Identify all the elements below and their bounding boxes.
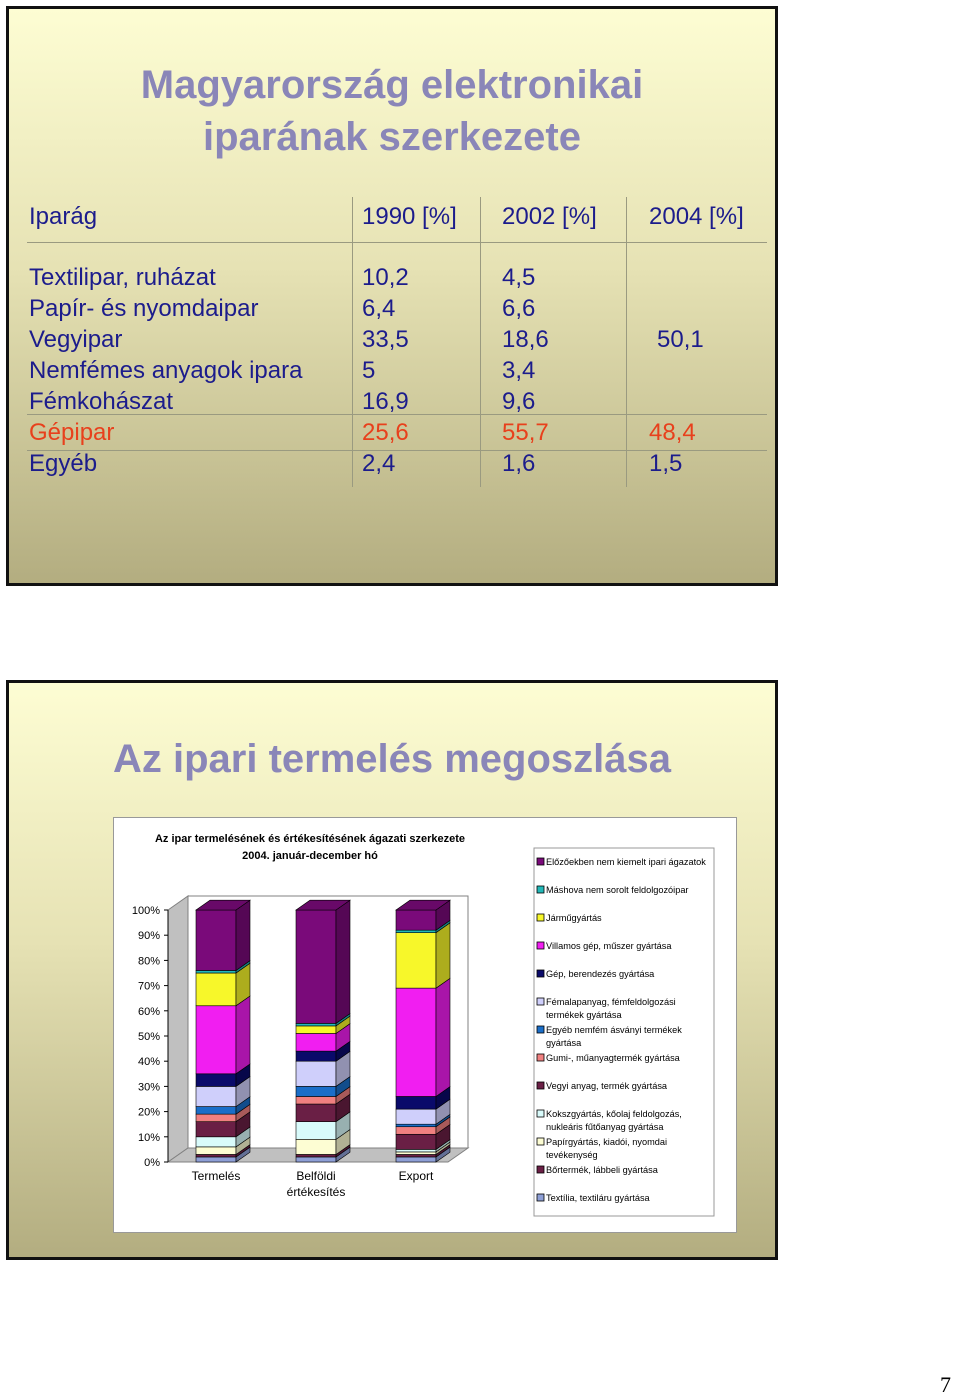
stacked-bar-chart <box>113 817 737 1233</box>
table-cell-v2002: 3,4 <box>502 357 536 384</box>
bar-segment <box>196 973 236 1006</box>
bar-segment <box>196 970 236 973</box>
bar-segment <box>196 1147 236 1155</box>
bar-segment <box>196 1006 236 1074</box>
table-cell-name: Textilipar, ruházat <box>29 264 216 291</box>
y-tick-label: 80% <box>137 955 160 968</box>
slide-electronics-structure <box>6 6 778 586</box>
table-cell-v1990: 25,6 <box>362 419 409 446</box>
bar-segment <box>296 1104 336 1122</box>
bar-segment <box>296 1033 336 1051</box>
legend-swatch <box>537 1026 544 1033</box>
legend-swatch <box>537 1138 544 1145</box>
bar-segment <box>396 1152 436 1155</box>
column-divider-1 <box>352 197 353 487</box>
legend-label: Egyéb nemfém ásványi termékek <box>546 1025 682 1035</box>
table-cell-v2002: 6,6 <box>502 295 536 322</box>
category-label: Belföldi <box>296 1169 336 1183</box>
table-cell-name: Gépipar <box>29 419 115 446</box>
legend-swatch <box>537 1082 544 1089</box>
bar-segment <box>196 1154 236 1157</box>
legend-label: Máshova nem sorolt feldolgozóipar <box>546 885 689 895</box>
header-iparag: Iparág <box>29 203 98 230</box>
y-tick-label: 60% <box>137 1005 160 1018</box>
bar-segment <box>296 910 336 1023</box>
legend-swatch <box>537 1194 544 1201</box>
legend-label: Fémalapanyag, fémfeldolgozási <box>546 997 676 1007</box>
table-cell-v1990: 2,4 <box>362 450 396 477</box>
chart-title-line1: Az ipar termelésének és értékesítésének ágazati szerkezete <box>154 833 466 845</box>
bar-segment <box>396 1149 436 1152</box>
bar-segment <box>396 1124 436 1127</box>
table-cell-v2002: 9,6 <box>502 388 536 415</box>
bar-segment <box>396 933 436 988</box>
bar-segment <box>196 910 236 970</box>
slide1-title-line2: iparának szerkezete <box>202 115 581 159</box>
legend-swatch <box>537 998 544 1005</box>
table-cell-name: Nemfémes anyagok ipara <box>29 357 303 384</box>
legend-label: Textília, textiláru gyártása <box>546 1193 650 1203</box>
legend-label: Villamos gép, műszer gyártása <box>546 941 672 951</box>
y-tick-label: 20% <box>137 1106 160 1119</box>
header-2002: 2002 [%] <box>502 203 597 230</box>
bar-segment <box>196 1074 236 1087</box>
table-cell-v1990: 6,4 <box>362 295 396 322</box>
bar-segment <box>396 1127 436 1135</box>
y-tick-label: 10% <box>137 1131 160 1144</box>
page-number: 7 <box>940 1372 951 1397</box>
table-cell-v1990: 5 <box>362 357 376 384</box>
table-cell-v2002: 18,6 <box>502 326 549 353</box>
y-tick-label: 40% <box>137 1056 160 1069</box>
slide-production-distribution <box>6 680 778 1260</box>
legend-label: termékek gyártása <box>546 1010 622 1020</box>
legend-swatch <box>537 858 544 865</box>
bar-segment <box>396 1109 436 1124</box>
bar-segment <box>396 910 436 930</box>
y-tick-label: 70% <box>137 980 160 993</box>
table-cell-v2002: 55,7 <box>502 419 549 446</box>
bar-segment <box>296 1096 336 1104</box>
table-cell-v1990: 10,2 <box>362 264 409 291</box>
bar-segment <box>196 1157 236 1162</box>
bar-segment <box>196 1107 236 1115</box>
bar-segment-side <box>236 900 250 970</box>
table-cell-v1990: 33,5 <box>362 326 409 353</box>
legend-swatch <box>537 1054 544 1061</box>
header-1990: 1990 [%] <box>362 203 457 230</box>
y-tick-label: 100% <box>131 905 160 917</box>
legend-label: Gumi-, műanyagtermék gyártása <box>546 1053 680 1063</box>
bar-segment <box>296 1051 336 1061</box>
y-tick-label: 50% <box>137 1031 160 1043</box>
header-2004: 2004 [%] <box>649 203 744 230</box>
table-cell-v2002: 4,5 <box>502 264 536 291</box>
legend-label: Papírgyártás, kiadói, nyomdai <box>546 1137 668 1147</box>
table-cell-v2004: 50,1 <box>657 326 704 353</box>
legend-label: tevékenység <box>546 1150 598 1160</box>
bar-segment-side <box>436 978 450 1096</box>
legend-label: Vegyi anyag, termék gyártása <box>546 1081 668 1091</box>
table-cell-v2004: 1,5 <box>649 450 683 477</box>
table-cell-name: Papír- és nyomdaipar <box>29 295 259 322</box>
bar-segment <box>196 1086 236 1106</box>
bar-segment <box>396 930 436 933</box>
bar-segment <box>296 1157 336 1162</box>
legend-label: nukleáris fűtőanyag gyártása <box>546 1122 664 1132</box>
table-cell-v2002: 1,6 <box>502 450 536 477</box>
chart-title-line2: 2004. január-december hó <box>242 850 378 862</box>
table-cell-name: Vegyipar <box>29 326 123 353</box>
legend-label: Bőrtermék, lábbeli gyártása <box>546 1165 658 1175</box>
bar-segment <box>396 1157 436 1162</box>
legend-swatch <box>537 942 544 949</box>
table-cell-name: Fémkohászat <box>29 388 174 415</box>
legend-label: Gép, berendezés gyártása <box>546 969 655 979</box>
slide1-title-line1: Magyarország elektronikai <box>140 63 644 107</box>
legend-label: gyártása <box>546 1038 582 1048</box>
column-divider-2 <box>480 197 481 487</box>
column-divider-3 <box>626 197 627 487</box>
y-tick-label: 0% <box>144 1157 160 1169</box>
table-cell-name: Egyéb <box>29 450 98 477</box>
chart-side-wall <box>168 896 188 1162</box>
bar-segment <box>196 1137 236 1147</box>
bar-segment <box>396 1154 436 1157</box>
category-label: értékesítés <box>286 1185 346 1199</box>
legend-label: Járműgyártás <box>546 913 602 923</box>
table-cell-v2004: 48,4 <box>649 419 696 446</box>
bar-segment <box>296 1122 336 1140</box>
legend-swatch <box>537 914 544 921</box>
bar-segment-side <box>436 923 450 988</box>
bar-segment <box>396 1134 436 1149</box>
bar-segment <box>296 1086 336 1096</box>
bar-segment <box>196 1122 236 1137</box>
legend-swatch <box>537 886 544 893</box>
table-cell-v1990: 16,9 <box>362 388 409 415</box>
legend-label: Előzőekben nem kiemelt ipari ágazatok <box>546 857 706 867</box>
category-label: Export <box>398 1169 434 1183</box>
bar-segment <box>196 1114 236 1122</box>
bar-segment <box>396 988 436 1096</box>
y-tick-label: 30% <box>137 1081 160 1094</box>
header-rule <box>27 242 767 243</box>
legend-label: Kokszgyártás, kőolaj feldolgozás, <box>546 1109 682 1119</box>
legend-swatch <box>537 1110 544 1117</box>
y-tick-label: 90% <box>137 930 160 943</box>
chart-canvas <box>114 818 736 1232</box>
category-label: Termelés <box>191 1169 241 1183</box>
bar-segment <box>296 1154 336 1157</box>
slide2-title: Az ipari termelés megoszlása <box>112 737 672 781</box>
bar-segment <box>296 1139 336 1154</box>
bar-segment-side <box>336 900 350 1023</box>
legend-swatch <box>537 1166 544 1173</box>
legend-swatch <box>537 970 544 977</box>
bar-segment <box>396 1096 436 1109</box>
bar-segment <box>296 1026 336 1034</box>
bar-segment <box>296 1023 336 1026</box>
bar-segment <box>296 1061 336 1086</box>
bar-segment-side <box>236 996 250 1074</box>
